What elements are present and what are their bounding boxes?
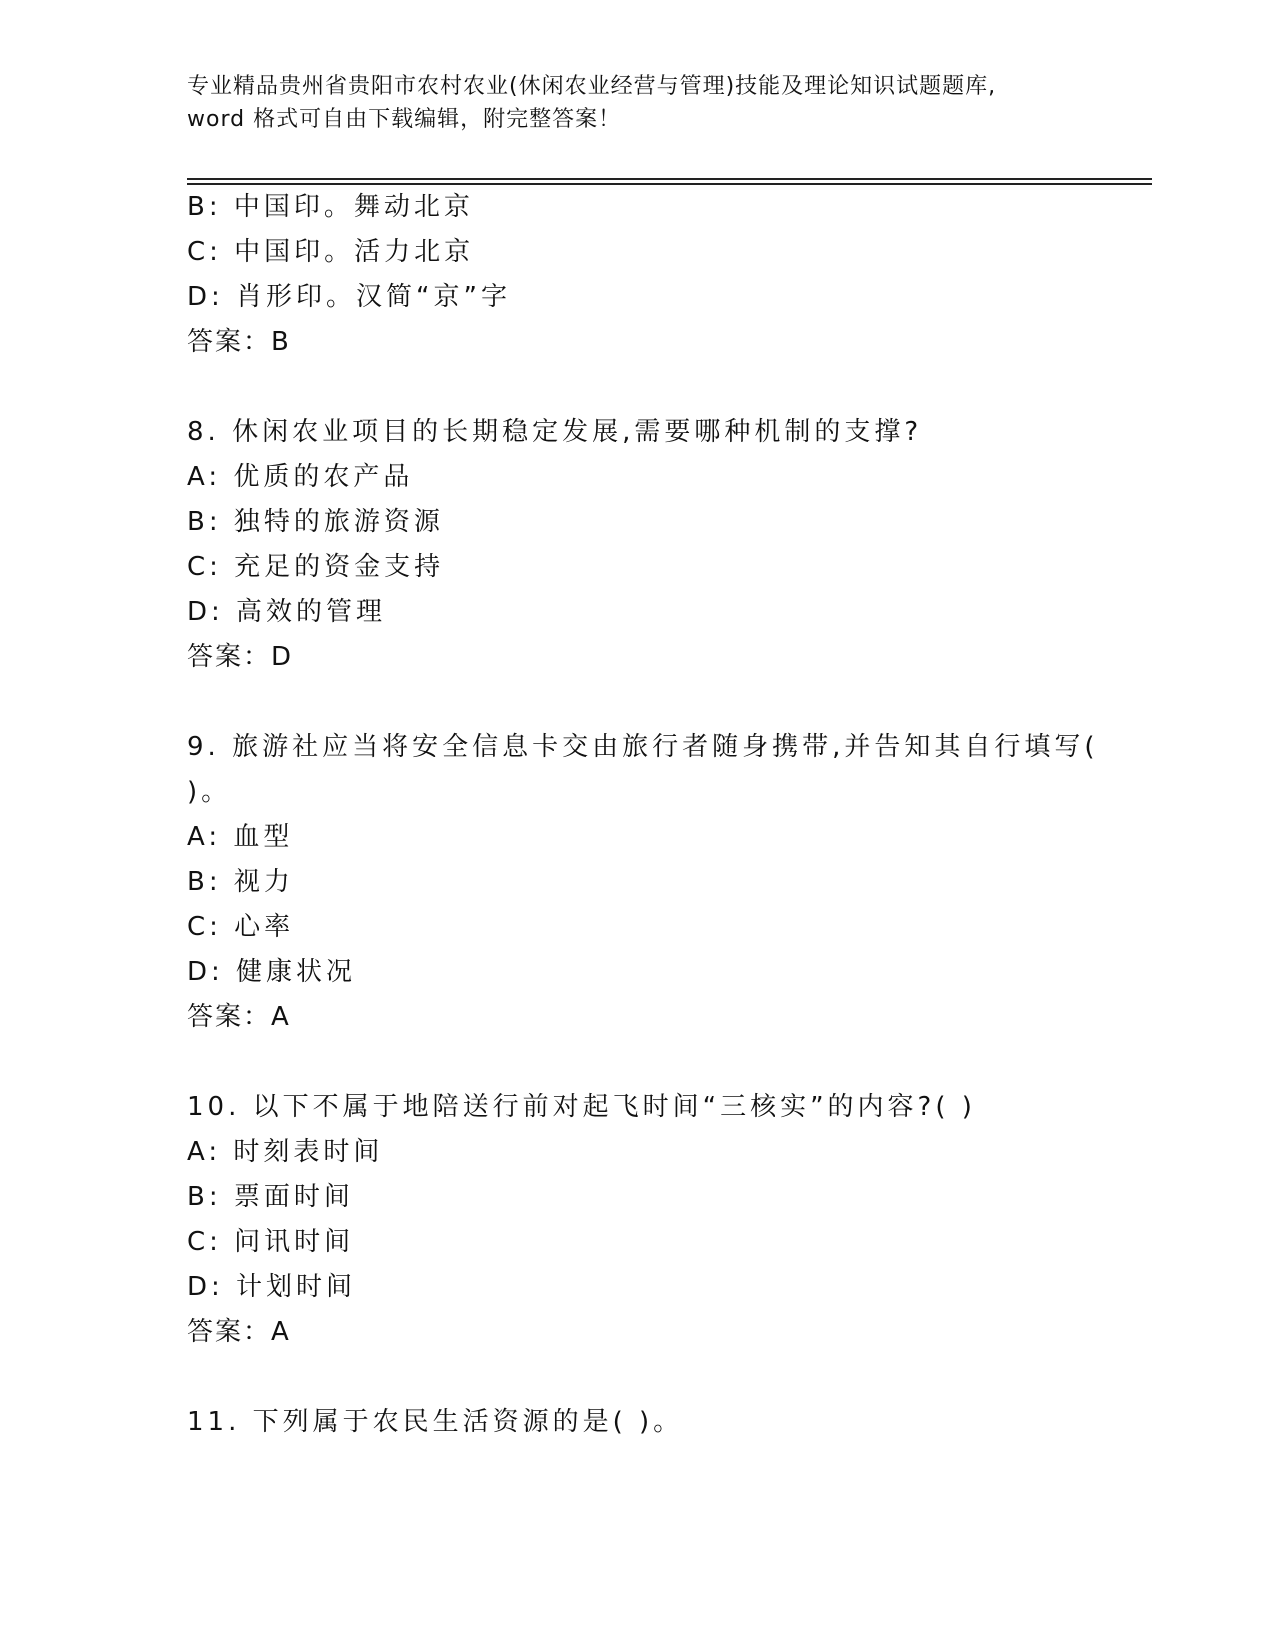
q8-option-c: C: 充足的资金支持 (187, 552, 445, 582)
q9-option-a: A: 血型 (187, 822, 294, 852)
header-rule-top (187, 178, 1152, 180)
q10-option-c: C: 问讯时间 (187, 1227, 355, 1257)
q9-option-d: D: 健康状况 (187, 957, 357, 987)
q10-question: 10. 以下不属于地陪送行前对起飞时间“三核实”的内容?( ) (187, 1092, 976, 1122)
header-line-2: word 格式可自由下载编辑，附完整答案！ (187, 107, 622, 132)
q8-option-b: B: 独特的旅游资源 (187, 507, 444, 537)
document-header (187, 70, 1087, 136)
q7-option-d: D: 肖形印。汉简“京”字 (187, 282, 511, 312)
q9-answer: 答案：A (187, 1002, 291, 1032)
q10-option-d: D: 计划时间 (187, 1272, 357, 1302)
q9-question-line-1: 9. 旅游社应当将安全信息卡交由旅行者随身携带,并告知其自行填写( (187, 732, 1099, 762)
q8-answer: 答案：D (187, 642, 294, 672)
q7-option-b: B: 中国印。舞动北京 (187, 192, 474, 222)
q7-option-c: C: 中国印。活力北京 (187, 237, 475, 267)
q8-option-d: D: 高效的管理 (187, 597, 387, 627)
q10-option-a: A: 时刻表时间 (187, 1137, 384, 1167)
q8-question: 8. 休闲农业项目的长期稳定发展,需要哪种机制的支撑? (187, 417, 923, 447)
q11-question: 11. 下列属于农民生活资源的是( )。 (187, 1407, 684, 1437)
q9-option-b: B: 视力 (187, 867, 294, 897)
header-line-1: 专业精品贵州省贵阳市农村农业(休闲农业经营与管理)技能及理论知识试题题库, (187, 74, 997, 99)
q10-answer: 答案：A (187, 1317, 291, 1347)
header-rule-bottom (187, 183, 1152, 185)
q9-question-line-2: )。 (187, 777, 232, 807)
q9-option-c: C: 心率 (187, 912, 295, 942)
q10-option-b: B: 票面时间 (187, 1182, 354, 1212)
q8-option-a: A: 优质的农产品 (187, 462, 414, 492)
q7-answer: 答案：B (187, 327, 291, 357)
